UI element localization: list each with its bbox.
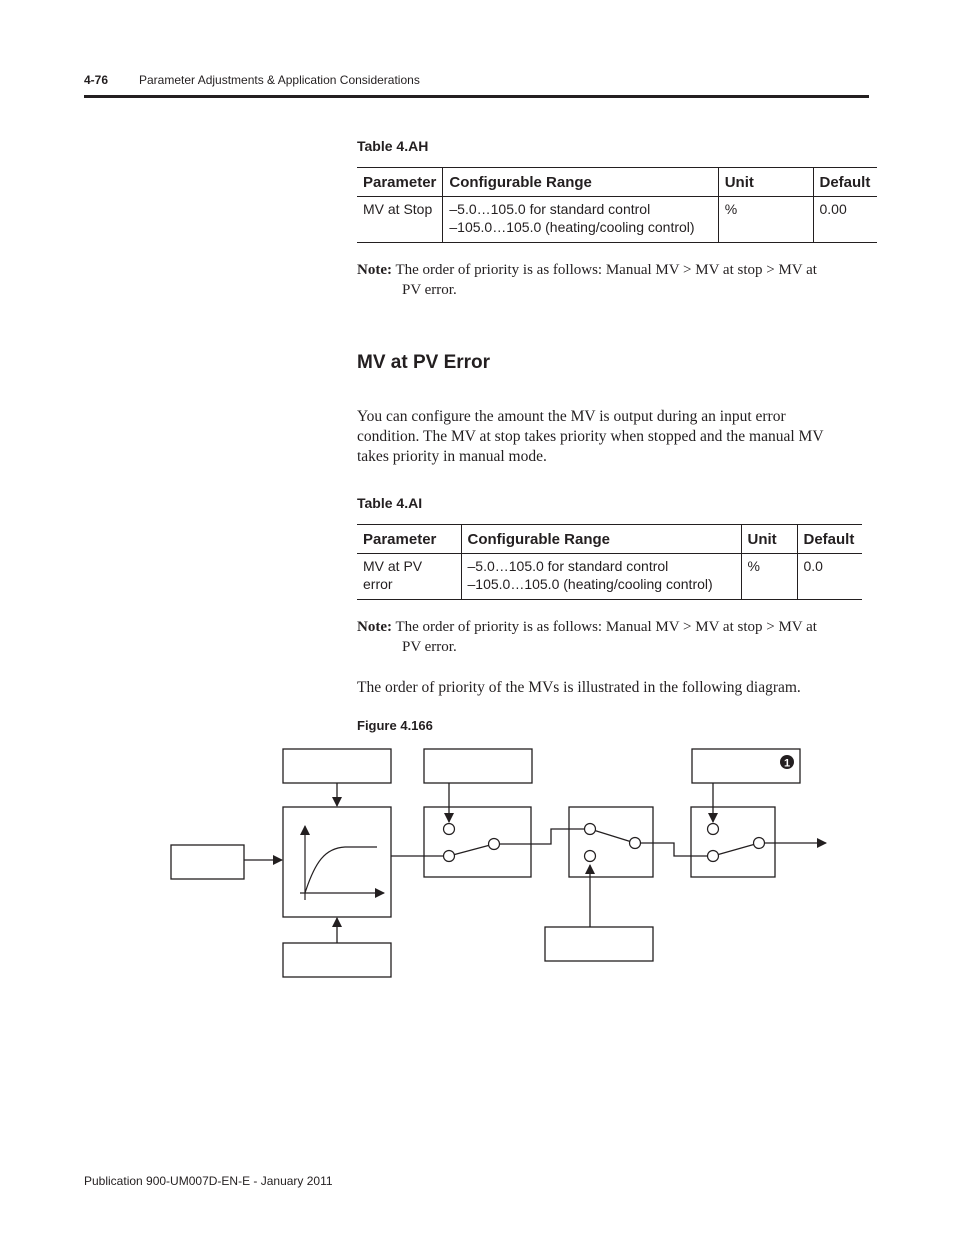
switch-lever-1 xyxy=(449,844,494,856)
switch-lever-3 xyxy=(713,843,759,856)
note-text-line-2: PV error. xyxy=(402,282,457,298)
switch-contact xyxy=(708,851,719,862)
switch-contact xyxy=(444,824,455,835)
note-text-line-2: PV error. xyxy=(402,639,457,655)
bottom-label-box-2 xyxy=(545,927,653,961)
table-ah-caption: Table 4.AH xyxy=(357,138,429,154)
switch-contact xyxy=(708,824,719,835)
input-box xyxy=(171,845,244,879)
cell-default: 0.0 xyxy=(797,554,862,600)
col-header-unit: Unit xyxy=(741,525,797,554)
top-label-box-1 xyxy=(283,749,391,783)
col-header-range: Configurable Range xyxy=(461,525,741,554)
top-label-box-2 xyxy=(424,749,532,783)
body-line-1: You can configure the amount the MV is output during an input error xyxy=(357,408,786,425)
range-line-1: –5.0…105.0 for standard control xyxy=(449,201,651,217)
callout-badge-number: 1 xyxy=(783,757,791,770)
bottom-label-box-1 xyxy=(283,943,391,977)
diagram-intro: The order of priority of the MVs is illustrated in the following diagram. xyxy=(357,679,801,696)
switch-block-1 xyxy=(424,807,531,877)
table-ai-caption: Table 4.AI xyxy=(357,495,423,511)
page-footer: Publication 900-UM007D-EN-E - January 2011 xyxy=(84,1174,333,1188)
switch-contact xyxy=(444,851,455,862)
range-line-2: –105.0…105.0 (heating/cooling control) xyxy=(467,576,713,592)
page-number: 4-76 xyxy=(84,73,109,87)
wire-2 xyxy=(494,829,589,844)
body-line-3: takes priority in manual mode. xyxy=(357,448,547,465)
wire-3 xyxy=(635,843,713,856)
cell-unit: % xyxy=(718,197,813,243)
response-curve-graph xyxy=(300,826,384,900)
cell-unit: % xyxy=(741,554,797,600)
section-title: Parameter Adjustments & Application Considerations xyxy=(139,73,420,87)
note-label: Note: xyxy=(357,619,392,635)
switch-contact xyxy=(754,838,765,849)
switch-contact xyxy=(585,851,596,862)
note-label: Note: xyxy=(357,262,392,278)
col-header-default: Default xyxy=(813,168,877,197)
range-line-2: –105.0…105.0 (heating/cooling control) xyxy=(449,219,695,235)
col-header-parameter: Parameter xyxy=(357,525,461,554)
switch-contact xyxy=(489,839,500,850)
col-header-default: Default xyxy=(797,525,862,554)
section-heading: MV at PV Error xyxy=(357,352,491,373)
note-text-line-1: The order of priority is as follows: Manual MV > MV at stop > MV at xyxy=(395,262,817,278)
cell-parameter: MV at Stop xyxy=(357,197,443,243)
cell-parameter: MV at PV error xyxy=(357,554,461,600)
cell-default: 0.00 xyxy=(813,197,877,243)
col-header-unit: Unit xyxy=(718,168,813,197)
response-curve xyxy=(305,847,377,893)
range-line-1: –5.0…105.0 for standard control xyxy=(467,558,669,574)
switch-contact xyxy=(630,838,641,849)
col-header-parameter: Parameter xyxy=(357,168,443,197)
col-header-range: Configurable Range xyxy=(443,168,718,197)
note-text-line-1: The order of priority is as follows: Manual MV > MV at stop > MV at xyxy=(395,619,817,635)
body-line-2: condition. The MV at stop takes priority when stopped and the manual MV xyxy=(357,428,824,445)
response-block xyxy=(283,807,391,917)
figure-caption: Figure 4.166 xyxy=(357,718,433,733)
switch-contact xyxy=(585,824,596,835)
switch-lever-2 xyxy=(590,829,635,843)
